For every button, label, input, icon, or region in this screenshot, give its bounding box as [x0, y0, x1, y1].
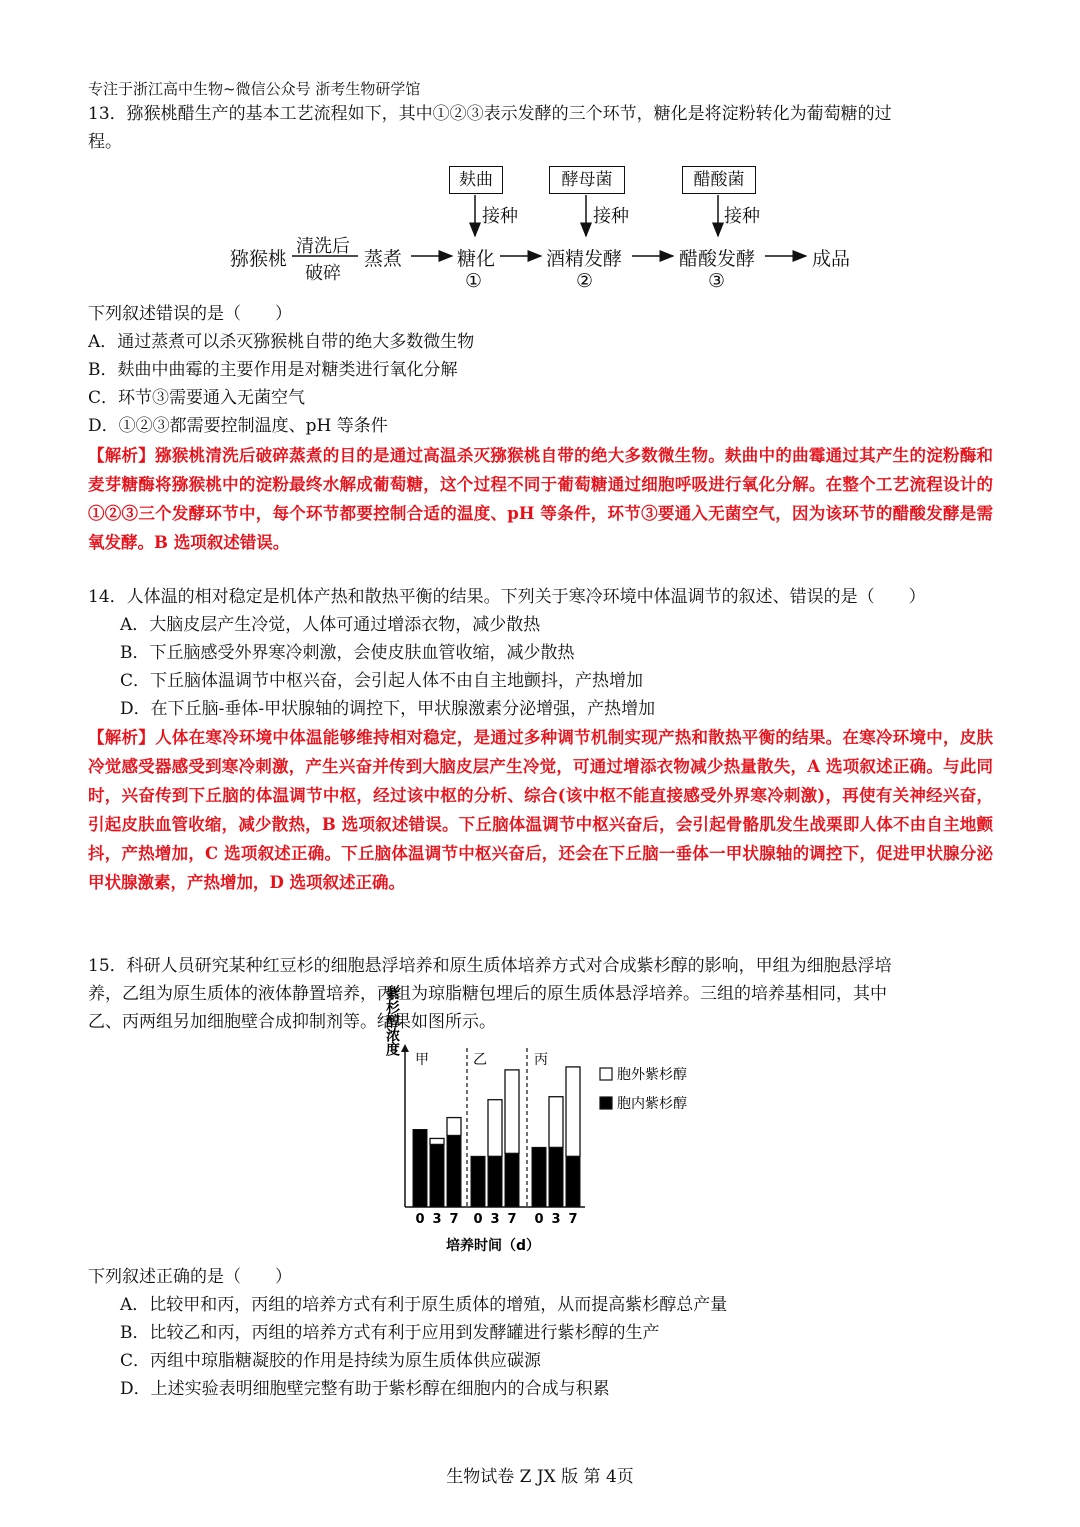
- x-tick-label: 0: [534, 1212, 544, 1227]
- legend-swatch-intracellular: [600, 1097, 612, 1109]
- bar-intracellular: [471, 1156, 485, 1207]
- q14-option-a: A．大脑皮层产生冷觉，人体可通过增添衣物，减少散热: [120, 615, 541, 635]
- group-label: 丙: [534, 1052, 548, 1068]
- taxol-bar-chart: [370, 986, 687, 1255]
- bar-extracellular: [549, 1097, 563, 1148]
- q13-ask: 下列叙述错误的是（ ）: [88, 304, 292, 324]
- flow-arrows: [0, 0, 1080, 300]
- q15-ask: 下列叙述正确的是（ ）: [88, 1267, 292, 1287]
- q15-stem-line1: 15．科研人员研究某种红豆杉的细胞悬浮培养和原生质体培养方式对合成紫杉醇的影响，甲组为细胞悬浮培: [88, 956, 892, 976]
- q13-analysis-text: 猕猴桃清洗后破碎蒸煮的目的是通过高温杀灭猕猴桃自带的绝大多数微生物。麸曲中的曲霉通过其产生的淀粉酶和麦芽糖酶将猕猴桃中的淀粉最终水解成葡萄糖，这个过程不同于葡萄糖通过细胞呼吸进行氧化分解。在整个工艺流程设计的①②③三个发酵环节中，每个环节都要控制合适的温度、pH 等条件，环节③要通入无菌空气，因为该环节的醋酸发酵是需氧发酵。B 选项叙述错误。: [88, 446, 994, 552]
- x-tick-label: 3: [490, 1212, 500, 1227]
- x-tick-label: 3: [432, 1212, 442, 1227]
- q15-option-b: B．比较乙和丙，丙组的培养方式有利于应用到发酵罐进行紫杉醇的生产: [120, 1323, 660, 1343]
- q13-stem-line2: 程。: [88, 132, 122, 152]
- flow-steam: 蒸煮: [364, 248, 403, 270]
- bar-extracellular: [566, 1067, 580, 1156]
- box-acetobacter: 醋酸菌: [682, 166, 756, 194]
- chart-xlabel: 培养时间（d）: [445, 1238, 541, 1254]
- circle-1: ①: [465, 270, 483, 292]
- flow-wash: 清洗后: [296, 236, 350, 257]
- q15-option-c: C．丙组中琼脂糖凝胶的作用是持续为原生质体供应碳源: [120, 1351, 542, 1371]
- q13-analysis-tag: 【解析】: [88, 446, 156, 465]
- q13-analysis: [88, 441, 993, 557]
- x-tick-label: 0: [473, 1212, 483, 1227]
- q14-option-b: B．下丘脑感受外界寒冷刺激，会使皮肤血管收缩，减少散热: [120, 643, 575, 663]
- q15-option-a: A．比较甲和丙，丙组的培养方式有利于原生质体的增殖，从而提高紫杉醇总产量: [120, 1295, 728, 1315]
- flow-saccharify: 糖化: [457, 248, 496, 270]
- q15-stem-line3: 乙、丙两组另加细胞壁合成抑制剂等。结果如图所示。: [88, 1012, 496, 1032]
- x-tick-label: 7: [449, 1212, 459, 1227]
- circle-2: ②: [576, 270, 594, 292]
- box-fuqu: 麸曲: [449, 166, 503, 194]
- flow-acetic-ferment: 醋酸发酵: [679, 248, 756, 270]
- bar-intracellular: [549, 1147, 563, 1207]
- x-tick-label: 7: [568, 1212, 578, 1227]
- flow-product: 成品: [812, 248, 851, 270]
- bar-intracellular: [505, 1153, 519, 1207]
- legend-swatch-extracellular: [600, 1068, 612, 1080]
- bar-intracellular: [566, 1156, 580, 1207]
- bar-intracellular: [413, 1130, 427, 1208]
- q13-option-d: D．①②③都需要控制温度、pH 等条件: [88, 416, 388, 436]
- x-tick-label: 0: [415, 1212, 425, 1227]
- x-tick-label: 3: [551, 1212, 561, 1227]
- legend-label-extracellular: 胞外紫杉醇: [617, 1067, 687, 1083]
- q14-stem: 14．人体温的相对稳定是机体产热和散热平衡的结果。下列关于寒冷环境中体温调节的叙述、错误的是（ ）: [88, 587, 926, 607]
- x-tick-label: 7: [507, 1212, 517, 1227]
- bar-extracellular: [505, 1070, 519, 1153]
- q15-stem-line2: 养，乙组为原生质体的液体静置培养，丙组为琼脂糖包埋后的原生质体悬浮培养。三组的培养基相同，其中: [88, 984, 887, 1004]
- q14-analysis-tag: 【解析】: [88, 728, 156, 747]
- legend-label-intracellular: 胞内紫杉醇: [617, 1096, 687, 1112]
- q13-option-c: C．环节③需要通入无菌空气: [88, 388, 306, 408]
- inoculate-label-1: 接种: [482, 206, 518, 227]
- q13-option-a: A．通过蒸煮可以杀灭猕猴桃自带的绝大多数微生物: [88, 332, 475, 352]
- q13-option-b: B．麸曲中曲霉的主要作用是对糖类进行氧化分解: [88, 360, 458, 380]
- flow-kiwi: 猕猴桃: [230, 248, 288, 270]
- bar-intracellular: [488, 1156, 502, 1207]
- q13-stem-line1: 13．猕猴桃醋生产的基本工艺流程如下，其中①②③表示发酵的三个环节，糖化是将淀粉转化为葡萄糖的过: [88, 104, 892, 124]
- q14-option-c: C．下丘脑体温调节中枢兴奋，会引起人体不由自主地颤抖，产热增加: [120, 671, 644, 691]
- chart-ylabel: 紫杉醇浓度: [384, 986, 400, 1056]
- bar-intracellular: [430, 1144, 444, 1207]
- circle-3: ③: [708, 270, 726, 292]
- page-header: 专注于浙江高中生物~微信公众号 浙考生物研学馆: [88, 80, 421, 98]
- bar-intracellular: [532, 1147, 546, 1207]
- q14-analysis-text: 人体在寒冷环境中体温能够维持相对稳定，是通过多种调节机制实现产热和散热平衡的结果。在寒冷环境中，皮肤冷觉感受器感受到寒冷刺激，产生兴奋并传到大脑皮层产生冷觉，可通过增添衣物减少热量散失，A 选项叙述正确。与此同时，兴奋传到下丘脑的体温调节中枢，经过该中枢的分析、综合(该中枢不能直接感受外界寒冷刺激)，再使有关神经兴奋，引起皮肤血管收缩，减少散热，B 选项叙述错误。下丘脑体温调节中枢兴奋后，会引起骨骼肌发生战栗即人体不由自主地颤抖，产热增加，C 选项叙述正确。下丘脑体温调节中枢兴奋后，还会在下丘脑一垂体一甲状腺轴的调控下，促进甲状腺分泌甲状腺激素，产热增加，D 选项叙述正确。: [88, 728, 994, 892]
- bar-extracellular: [488, 1100, 502, 1157]
- chart-y-axis-arrow: [401, 1044, 409, 1052]
- box-yeast: 酵母菌: [549, 166, 625, 194]
- q14-analysis: [88, 723, 993, 897]
- bar-extracellular: [430, 1138, 444, 1144]
- page-footer: 生物试卷 Z JX 版 第 4页: [446, 1467, 634, 1487]
- flow-crush: 破碎: [305, 263, 341, 284]
- bar-intracellular: [447, 1135, 461, 1207]
- inoculate-label-2: 接种: [593, 206, 629, 227]
- inoculate-label-3: 接种: [724, 206, 760, 227]
- bar-extracellular: [447, 1118, 461, 1136]
- q15-option-d: D．上述实验表明细胞壁完整有助于紫杉醇在细胞内的合成与积累: [120, 1379, 610, 1399]
- q14-option-d: D．在下丘脑-垂体-甲状腺轴的调控下，甲状腺激素分泌增强，产热增加: [120, 699, 656, 719]
- flow-alcohol-ferment: 酒精发酵: [546, 248, 623, 270]
- group-label: 甲: [415, 1052, 429, 1068]
- group-label: 乙: [473, 1052, 487, 1068]
